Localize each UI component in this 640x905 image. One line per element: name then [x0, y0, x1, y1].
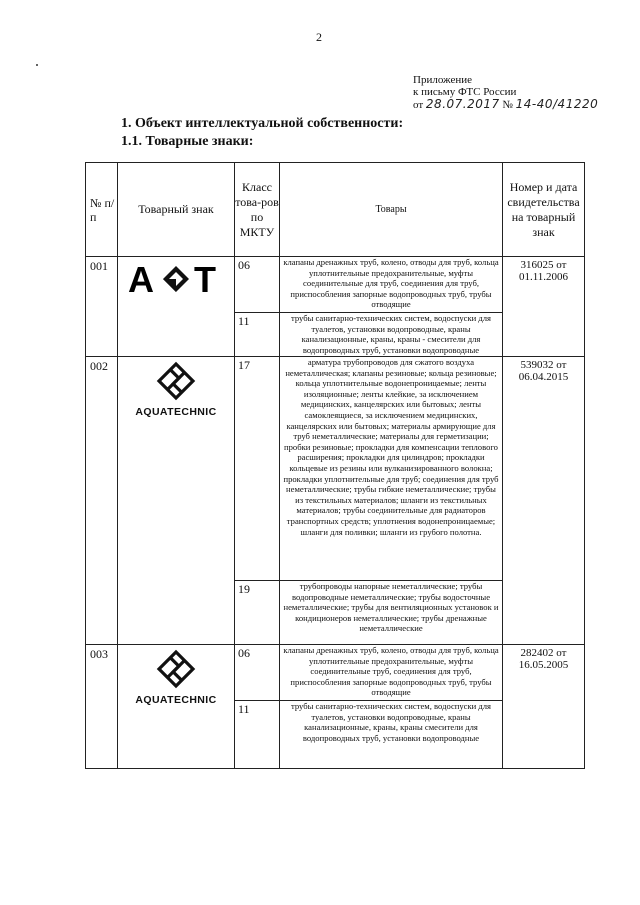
appendix-title: Приложение [413, 74, 473, 86]
goods-list: клапаны дренажных труб, колено, отводы для труб, кольца уплотнительные предохранительные, муфты соединительные для труб, соединения для труб, приспособления запорные водопроводных труб, трубы отводящие [280, 257, 503, 313]
mktu-class: 11 [235, 701, 280, 769]
header-num: № п/п [86, 163, 118, 257]
header-class: Класс това-ров по МКТУ [235, 163, 280, 257]
act-logo [128, 261, 224, 297]
mktu-class: 19 [235, 581, 280, 645]
trademark-table [85, 162, 585, 769]
goods-list: трубопроводы напорные неметаллические; трубы водопроводные неметаллические; трубы водосточные неметаллические; трубы для вентиляционных установок и кондиционеров неметаллические; трубы дренажные неметаллические [280, 581, 503, 645]
date-prefix: от [413, 99, 424, 111]
aquatechnic-wordmark: AQUATECHNIC [135, 694, 217, 706]
table-row [86, 257, 585, 313]
aquatechnic-wordmark: AQUATECHNIC [135, 406, 217, 418]
letter-number: 14-40/41220 [515, 97, 599, 111]
registration-number: 316025 от 01.11.2006 [503, 257, 585, 357]
mktu-class: 06 [235, 257, 280, 313]
appendix-letter: к письму ФТС России [413, 86, 517, 98]
trademark-logo-cell [118, 645, 235, 769]
table-header-row [86, 163, 585, 257]
trademark-logo-cell [118, 257, 235, 357]
aquatechnic-emblem-icon [153, 649, 199, 689]
aquatechnic-emblem-icon [153, 361, 199, 401]
header-trademark: Товарный знак [118, 163, 235, 257]
registration-number: 539032 от 06.04.2015 [503, 357, 585, 645]
mktu-class: 06 [235, 645, 280, 701]
section-heading: 1. Объект интеллектуальной собственности: [121, 116, 404, 131]
header-registration: Номер и дата свидетельства на товарный знак [503, 163, 585, 257]
goods-list: арматура трубопроводов для сжатого воздуха неметаллическая; клапаны резиновые; кольца резиновые; кольца уплотнительные водонепроницаемые; ленты изоляционные; ленты клейкие, за исключением медицинских, канцелярских или бытовых; ленты самоклеящиеся, за исключением медицинских, канцелярских или бытовых; материалы армирующие для труб неметаллические; материалы для герметизации; пробки резиновые; прокладки для компенсации теплового расширения; прокладки для цилиндров; прокладки кольцевые из резины или вулканизированного волокна; прокладки уплотнительные для труб; соединения для труб неметаллические; трубы гибкие неметаллические; трубы из текстильных материалов; шланги из текстильных материалов; трубы соединительные для радиаторов транспортных средств; уплотнения водонепроницаемые; шланги для поливки; шланги из грубого полотна. [280, 357, 503, 581]
goods-list: трубы санитарно-технических систем, водоспуски для туалетов, установки водопроводные, краны канализационные, краны, краны смесители для водопроводных труб, установки водопроводные [280, 701, 503, 769]
svg-text:T: T [194, 261, 216, 297]
number-prefix: № [502, 99, 513, 111]
table-row [86, 645, 585, 701]
goods-list: клапаны дренажных труб, колено, отводы для труб, кольца уплотнительные предохранительные, муфты соединительные труб, соединения для труб, приспособления запорные водопроводных труб, трубы отводящие [280, 645, 503, 701]
row-number: 003 [86, 645, 118, 769]
goods-list: трубы санитарно-технических систем, водоспуски для туалетов, установки водопроводные, краны канализационные, краны, краны - смесители для водопроводных труб, установки водопроводные [280, 313, 503, 357]
header-goods: Товары [280, 163, 503, 257]
subsection-heading: 1.1. Товарные знаки: [121, 134, 254, 149]
mktu-class: 17 [235, 357, 280, 581]
appendix-stamp [413, 74, 598, 111]
registration-number: 282402 от 16.05.2005 [503, 645, 585, 769]
page-number: 2 [316, 30, 322, 44]
row-number: 002 [86, 357, 118, 645]
mktu-class: 11 [235, 313, 280, 357]
scan-speck [36, 64, 38, 66]
table-row [86, 357, 585, 581]
trademark-logo-cell [118, 357, 235, 645]
letter-date: 28.07.2017 [425, 97, 500, 111]
appendix-date-line [413, 98, 598, 111]
row-number: 001 [86, 257, 118, 357]
svg-text:A: A [128, 261, 154, 297]
